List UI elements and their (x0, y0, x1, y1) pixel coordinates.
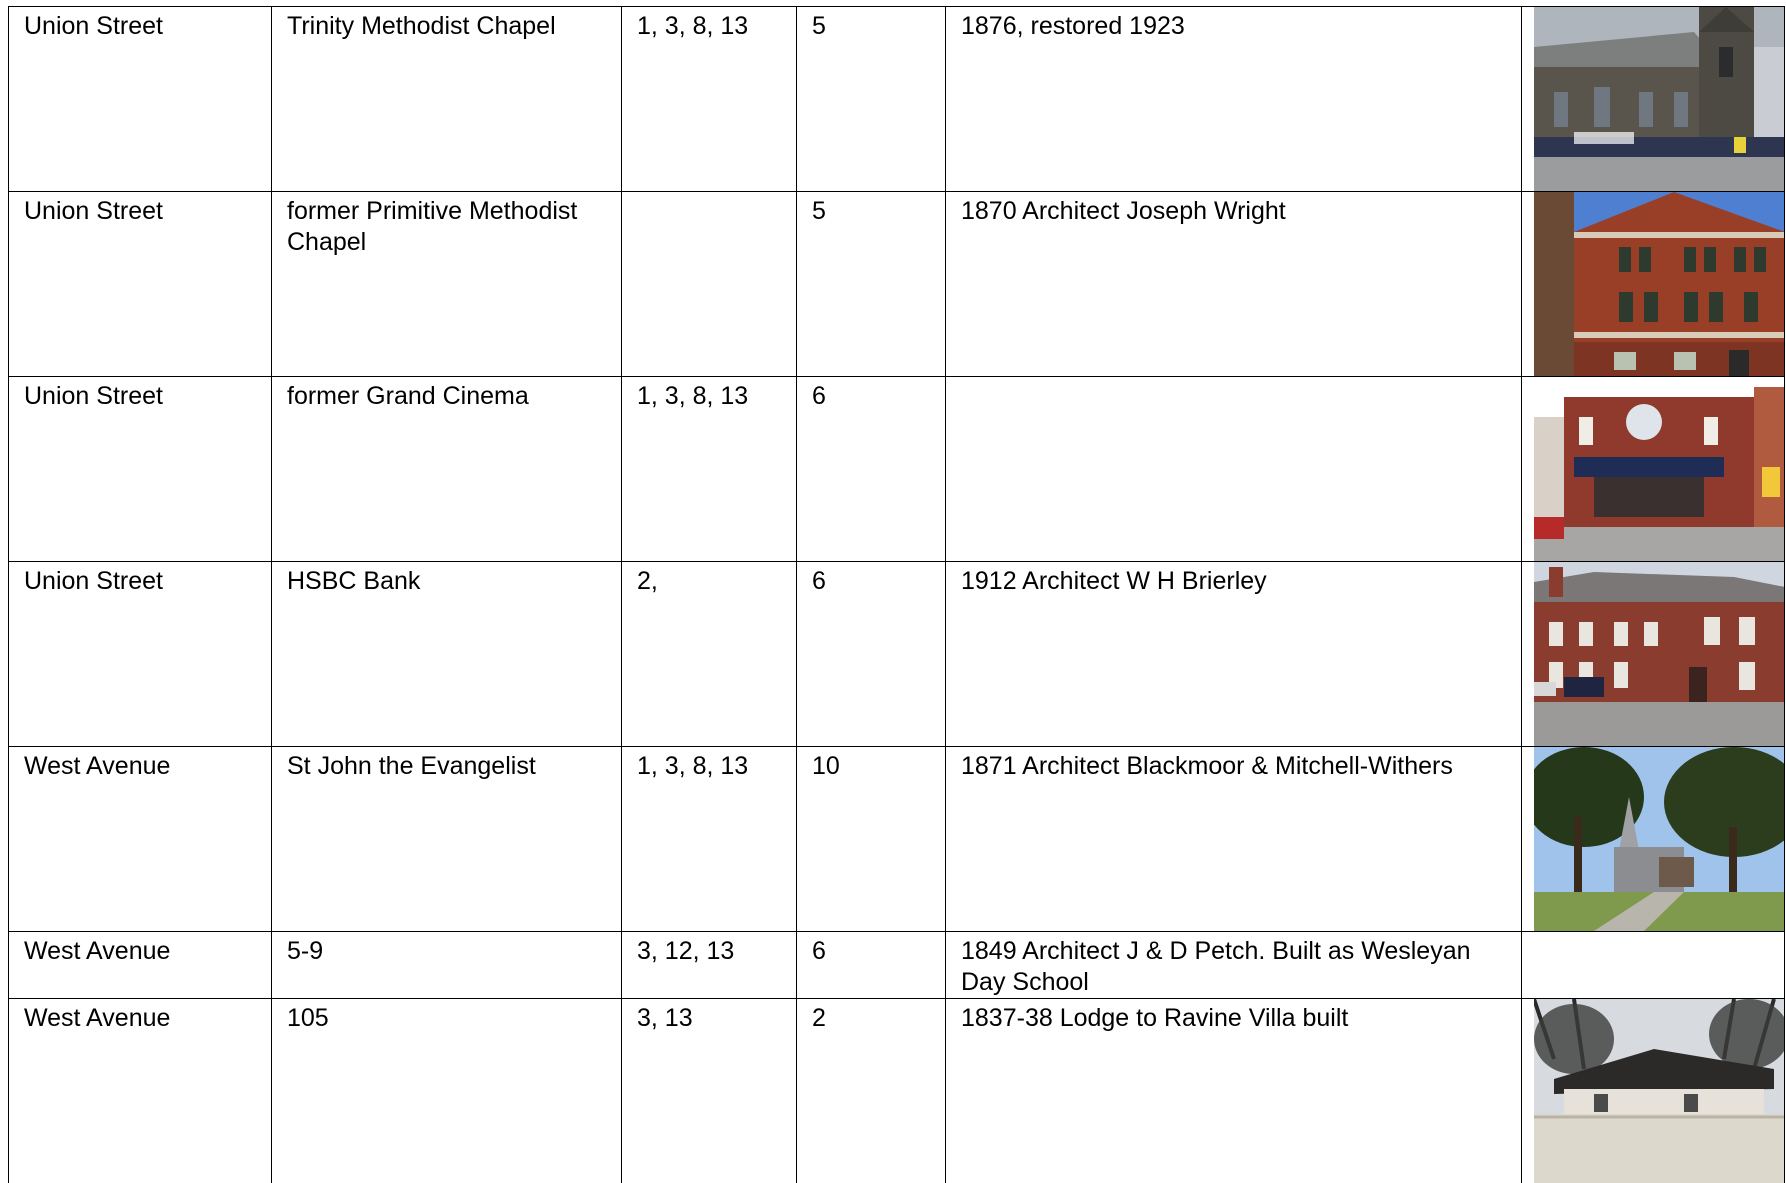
notes-cell: 1837-38 Lodge to Ravine Villa built (946, 999, 1522, 1183)
notes-cell: 1876, restored 1923 (946, 7, 1522, 192)
building-cell: former Grand Cinema (272, 377, 622, 562)
street-cell: West Avenue (9, 747, 272, 932)
notes-cell: 1849 Architect J & D Petch. Built as Wesleyan Day School (946, 932, 1522, 999)
notes-cell: 1912 Architect W H Brierley (946, 562, 1522, 747)
cinema-photo (1534, 377, 1785, 561)
grade-cell: 5 (797, 192, 946, 377)
brick-chapel-photo (1534, 192, 1785, 376)
table-row (9, 747, 1785, 932)
notes-cell: 1871 Architect Blackmoor & Mitchell-Withers (946, 747, 1522, 932)
building-cell: HSBC Bank (272, 562, 622, 747)
street-cell: West Avenue (9, 932, 272, 999)
building-cell: 105 (272, 999, 622, 1183)
sources-cell: 1, 3, 8, 13 (622, 7, 797, 192)
table-row (9, 7, 1785, 192)
church-trees-photo (1534, 747, 1785, 931)
table-row (9, 192, 1785, 377)
chapel-stone-photo (1534, 7, 1785, 191)
sources-cell: 3, 12, 13 (622, 932, 797, 999)
grade-cell: 2 (797, 999, 946, 1183)
photo-cell (1522, 747, 1785, 932)
notes-cell (946, 377, 1522, 562)
street-cell: West Avenue (9, 999, 272, 1183)
photo-cell (1522, 377, 1785, 562)
building-cell: 5-9 (272, 932, 622, 999)
table-row (9, 377, 1785, 562)
sources-cell (622, 192, 797, 377)
street-cell: Union Street (9, 7, 272, 192)
sources-cell: 1, 3, 8, 13 (622, 747, 797, 932)
sources-cell: 1, 3, 8, 13 (622, 377, 797, 562)
building-cell: St John the Evangelist (272, 747, 622, 932)
grade-cell: 6 (797, 562, 946, 747)
photo-cell (1522, 562, 1785, 747)
grade-cell: 6 (797, 377, 946, 562)
street-cell: Union Street (9, 192, 272, 377)
grade-cell: 10 (797, 747, 946, 932)
building-cell: former Primitive Methodist Chapel (272, 192, 622, 377)
sources-cell: 3, 13 (622, 999, 797, 1183)
grade-cell: 5 (797, 7, 946, 192)
table-row (9, 562, 1785, 747)
street-cell: Union Street (9, 562, 272, 747)
bank-photo (1534, 562, 1785, 746)
photo-cell-empty (1522, 932, 1785, 999)
sources-cell: 2, (622, 562, 797, 747)
photo-cell (1522, 192, 1785, 377)
building-cell: Trinity Methodist Chapel (272, 7, 622, 192)
lodge-photo (1534, 999, 1785, 1183)
table-row (9, 999, 1785, 1183)
grade-cell: 6 (797, 932, 946, 999)
table-row (9, 932, 1785, 999)
notes-cell: 1870 Architect Joseph Wright (946, 192, 1522, 377)
street-cell: Union Street (9, 377, 272, 562)
photo-cell (1522, 999, 1785, 1183)
photo-cell (1522, 7, 1785, 192)
buildings-table (8, 6, 1785, 1183)
